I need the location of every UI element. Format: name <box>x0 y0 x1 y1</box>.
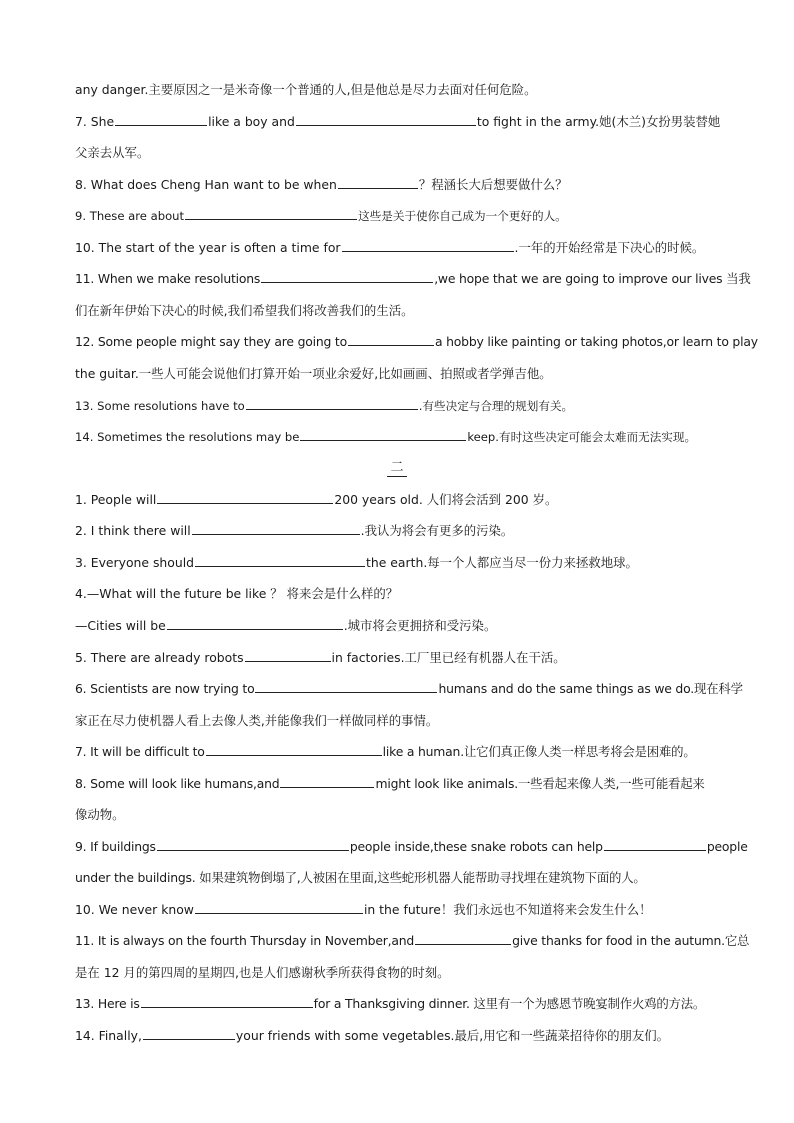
question-2-6-cont: 家正在尽力使机器人看上去像人类,并能像我们一样做同样的事情。 <box>75 713 439 728</box>
answer-blank[interactable] <box>195 553 365 567</box>
answer-blank[interactable] <box>280 774 374 788</box>
answer-blank[interactable] <box>604 837 706 851</box>
answer-blank[interactable] <box>255 679 437 693</box>
question-1-7-cont: 父亲去从军。 <box>75 145 150 160</box>
answer-blank[interactable] <box>342 238 514 252</box>
answer-blank[interactable] <box>415 931 511 945</box>
question-1-11-cont: 们在新年伊始下决心的时候,我们希望我们将改善我们的生活。 <box>75 303 414 318</box>
question-1-7: 7. She like a boy and to fight in the army.她(木兰)女扮男装替她 <box>75 114 721 129</box>
question-1-11: 11. When we make resolutions ,we hope that we are going to improve our lives 当我 <box>75 271 751 286</box>
answer-blank[interactable] <box>115 112 207 126</box>
answer-blank[interactable] <box>185 206 357 220</box>
question-2-4: 4.—What will the future be like ？ 将来会是什么样的？ <box>75 586 399 601</box>
question-2-1: 1. People will 200 years old. 人们将会活到 200 岁。 <box>75 492 558 507</box>
question-2-4-answer: —Cities will be .城市将会更拥挤和受污染。 <box>75 618 497 633</box>
question-2-14: 14. Finally, your friends with some vegetables.最后,用它和一些蔬菜招待你的朋友们。 <box>75 1028 670 1043</box>
answer-blank[interactable] <box>246 396 418 410</box>
question-2-8-cont: 像动物。 <box>75 807 125 822</box>
question-1-12: 12. Some people might say they are going to a hobby like painting or taking photos,or learn to play <box>75 334 758 349</box>
line-any-danger: any danger.主要原因之一是米奇像一个普通的人,但是他总是尽力去面对任何危险。 <box>75 82 537 97</box>
question-2-8: 8. Some will look like humans,and might look like animals.一些看起来像人类,一些可能看起来 <box>75 776 705 791</box>
answer-blank[interactable] <box>192 521 360 535</box>
answer-blank[interactable] <box>206 742 382 756</box>
answer-blank[interactable] <box>157 837 349 851</box>
question-2-2: 2. I think there will .我认为将会有更多的污染。 <box>75 523 514 538</box>
answer-blank[interactable] <box>296 112 476 126</box>
answer-blank[interactable] <box>195 900 363 914</box>
answer-blank[interactable] <box>300 427 466 441</box>
answer-blank[interactable] <box>348 332 434 346</box>
answer-blank[interactable] <box>143 1026 235 1040</box>
question-2-9-cont: under the buildings. 如果建筑物倒塌了,人被困在里面,这些蛇形机器人能帮助寻找埋在建筑物下面的人。 <box>75 870 646 885</box>
section-title-2: 二 <box>0 458 794 478</box>
question-1-13: 13. Some resolutions have to .有些决定与合理的规划有关。 <box>75 396 573 416</box>
question-2-13: 13. Here is for a Thanksgiving dinner. 这里有一个为感恩节晚宴制作火鸡的方法。 <box>75 996 706 1011</box>
question-2-10: 10. We never know in the future！我们永远也不知道将来会发生什么！ <box>75 902 652 917</box>
question-1-9: 9. These are about 这些是关于使你自己成为一个更好的人。 <box>75 206 567 226</box>
question-2-9: 9. If buildings people inside,these snake robots can help people <box>75 839 748 854</box>
question-2-3: 3. Everyone should the earth.每一个人都应当尽一份力来拯救地球。 <box>75 555 638 570</box>
answer-blank[interactable] <box>157 490 333 504</box>
answer-blank[interactable] <box>167 616 343 630</box>
question-1-8: 8. What does Cheng Han want to be when ？程涵长大后想要做什么？ <box>75 177 568 192</box>
question-2-5: 5. There are already robots in factories.工厂里已经有机器人在干活。 <box>75 650 566 665</box>
answer-blank[interactable] <box>261 269 433 283</box>
answer-blank[interactable] <box>141 994 313 1008</box>
question-2-7: 7. It will be difficult to like a human.让它们真正像人类一样思考将会是困难的。 <box>75 744 696 759</box>
question-1-10: 10. The start of the year is often a time for .一年的开始经常是下决心的时候。 <box>75 240 705 255</box>
answer-blank[interactable] <box>245 648 331 662</box>
question-2-11-cont: 是在 12 月的第四周的星期四,也是人们感谢秋季所获得食物的时刻。 <box>75 965 450 980</box>
question-1-14: 14. Sometimes the resolutions may be keep.有时这些决定可能会太难而无法实现。 <box>75 427 696 447</box>
answer-blank[interactable] <box>338 175 418 189</box>
question-1-12-cont: the guitar.一些人可能会说他们打算开始一项业余爱好,比如画画、拍照或者学弹吉他。 <box>75 366 552 381</box>
question-2-6: 6. Scientists are now trying to humans and do the same things as we do.现在科学 <box>75 681 743 696</box>
question-2-11: 11. It is always on the fourth Thursday in November,and give thanks for food in the autumn.它总 <box>75 933 750 948</box>
